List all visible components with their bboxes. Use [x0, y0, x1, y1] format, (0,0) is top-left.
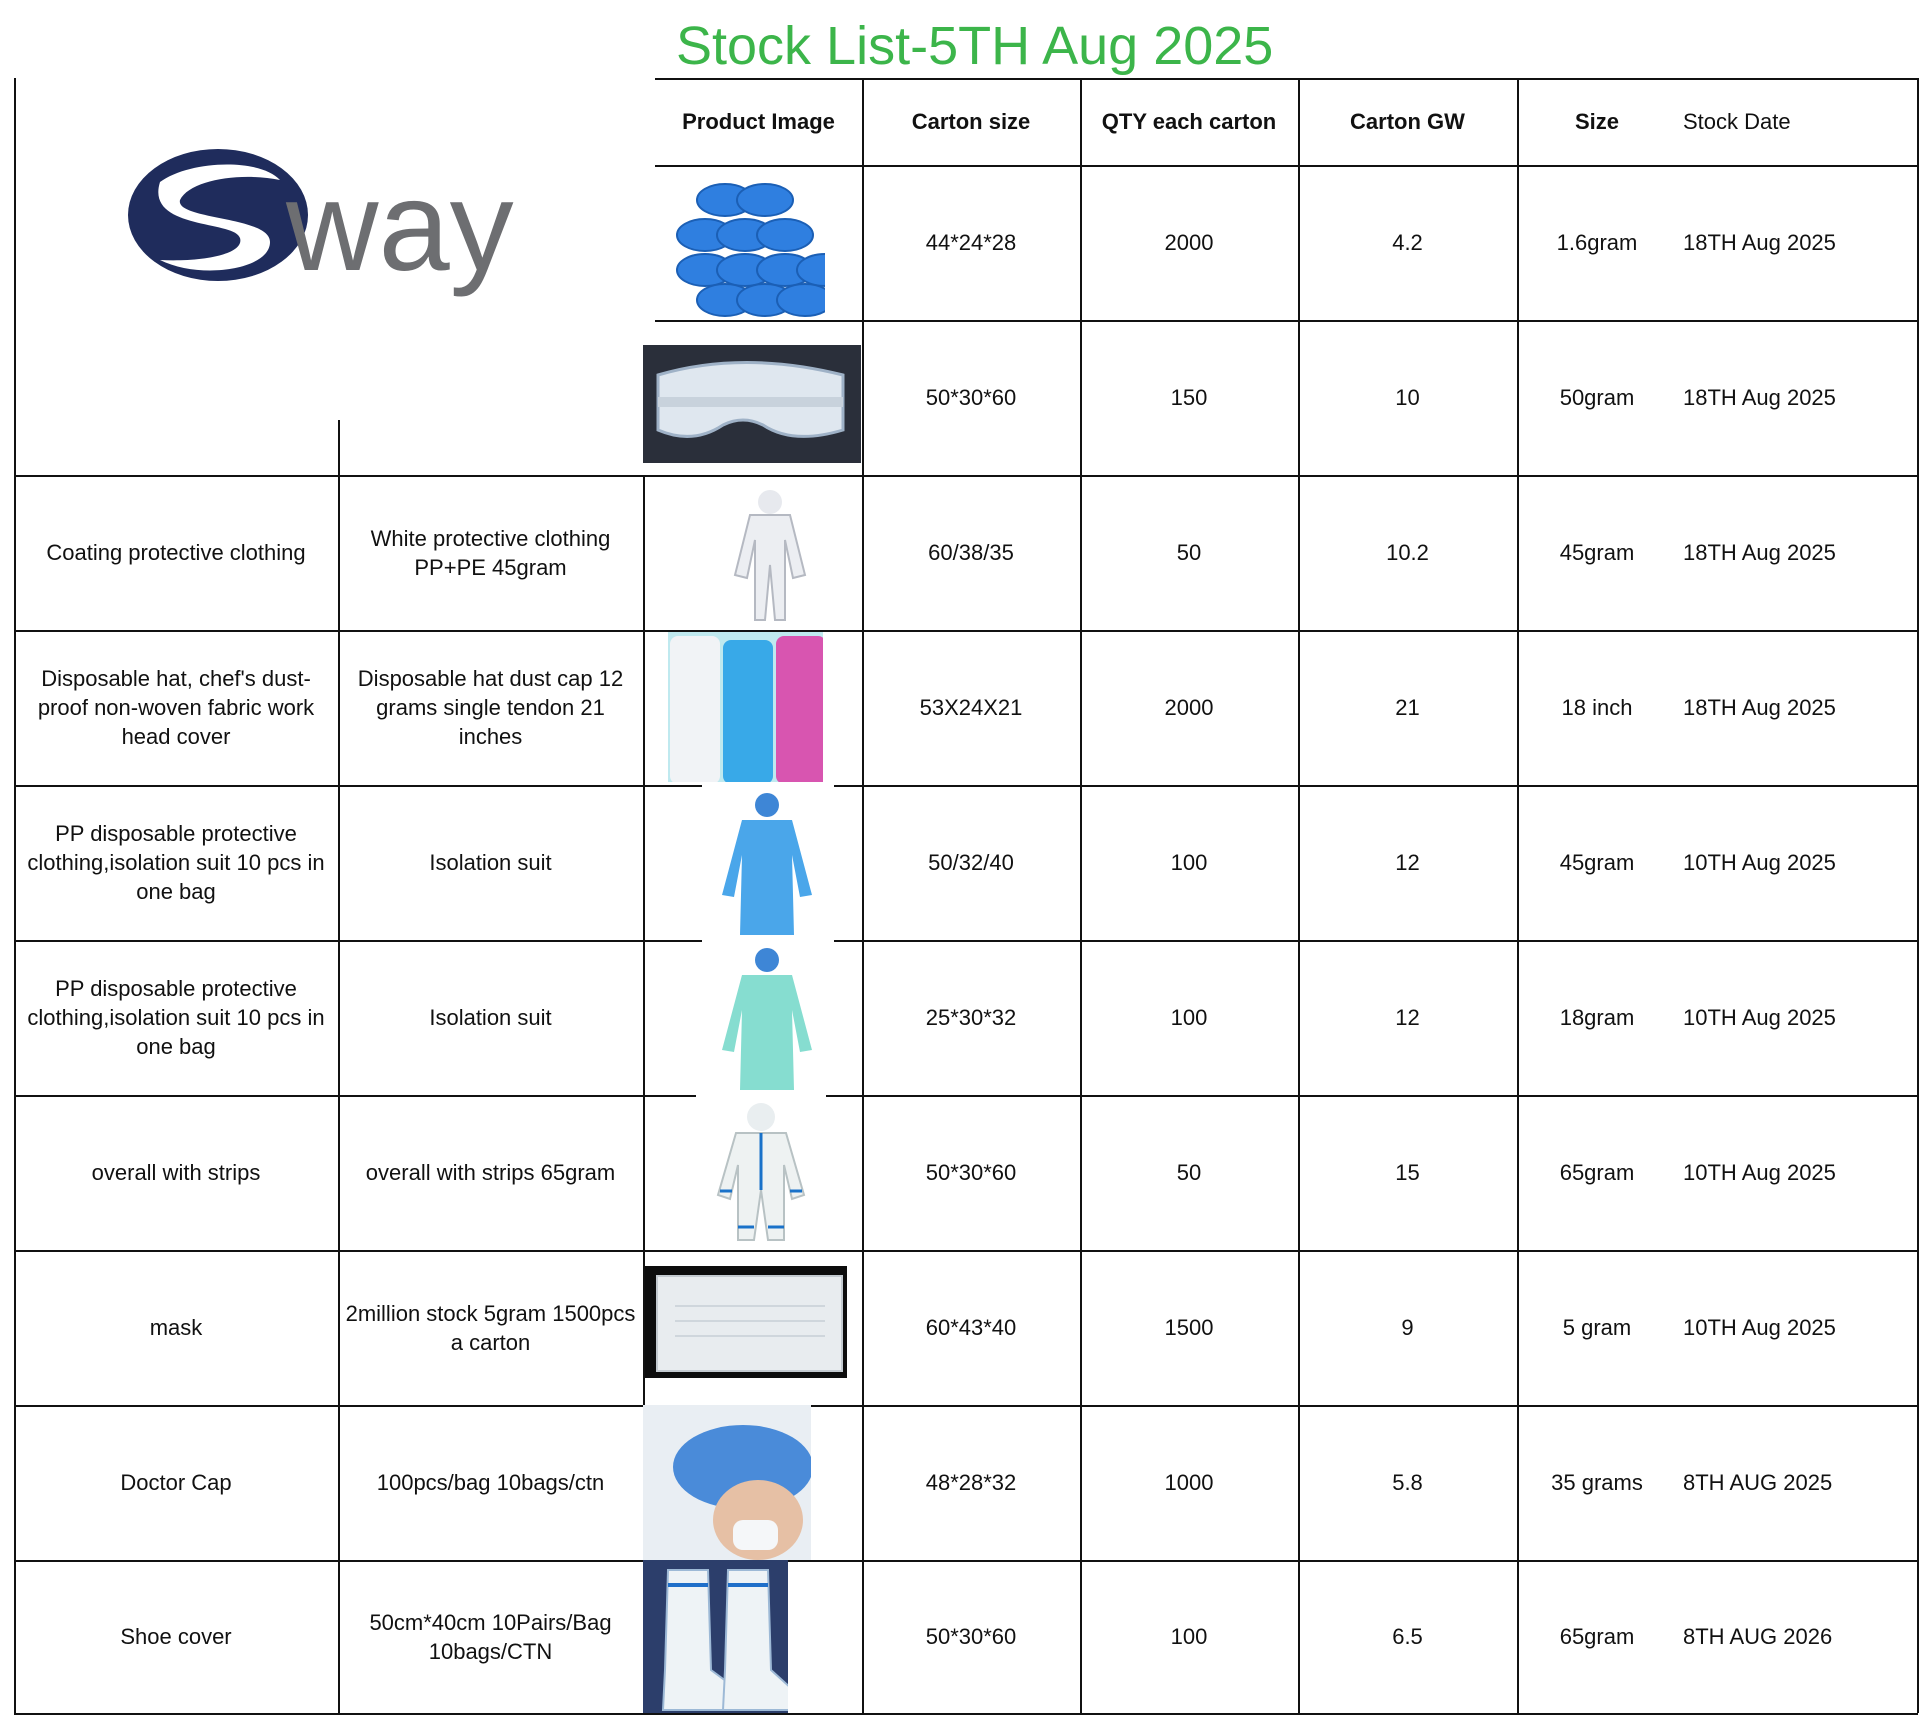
stock-date: 18TH Aug 2025 [1683, 695, 1836, 720]
carton-size: 50*30*60 [925, 1160, 1017, 1185]
header-carton-size: Carton size [911, 109, 1031, 134]
size: 18 inch [1561, 695, 1633, 720]
carton-gw: 15 [1395, 1160, 1420, 1185]
carton-size: 60/38/35 [928, 540, 1014, 565]
header-carton-gw: Carton GW [1350, 109, 1465, 134]
size: 5 gram [1562, 1315, 1632, 1340]
qty-each-carton: 2000 [1164, 230, 1214, 255]
product-image-doctor-cap [643, 1405, 811, 1560]
qty-each-carton: 150 [1170, 385, 1208, 410]
product-description: Isolation suit [429, 850, 552, 875]
carton-size: 48*28*32 [925, 1470, 1017, 1495]
product-image-green-isolation-gown [702, 940, 834, 1090]
product-image-safety-goggles [643, 345, 861, 463]
carton-gw: 10.2 [1386, 540, 1429, 565]
product-name: Doctor Cap [120, 1470, 232, 1495]
logo-text: way [286, 155, 514, 298]
product-description: 2million stock 5gram 1500pcs a carton [345, 1300, 636, 1355]
qty-each-carton: 50 [1176, 540, 1202, 565]
carton-size: 50/32/40 [928, 850, 1014, 875]
carton-gw: 12 [1395, 850, 1420, 875]
qty-each-carton: 1000 [1164, 1470, 1214, 1495]
size: 50gram [1559, 385, 1635, 410]
stock-date: 8TH AUG 2026 [1683, 1624, 1833, 1649]
product-name: Shoe cover [120, 1624, 232, 1649]
product-image-white-coverall [705, 480, 835, 630]
header-size: Size [1574, 109, 1620, 134]
product-description: overall with strips 65gram [365, 1160, 616, 1185]
product-description: Disposable hat dust cap 12 grams single tendon 21 inches [357, 666, 624, 749]
product-description: Isolation suit [429, 1005, 552, 1030]
size: 45gram [1559, 850, 1635, 875]
carton-size: 53X24X21 [919, 695, 1023, 720]
qty-each-carton: 1500 [1164, 1315, 1214, 1340]
qty-each-carton: 100 [1170, 1005, 1208, 1030]
carton-gw: 5.8 [1392, 1470, 1423, 1495]
qty-each-carton: 2000 [1164, 695, 1214, 720]
header-stock-date: Stock Date [1683, 109, 1791, 134]
qty-each-carton: 50 [1176, 1160, 1202, 1185]
stock-date: 10TH Aug 2025 [1683, 1315, 1836, 1340]
product-name: Disposable hat, chef's dust-proof non-woven fabric work head cover [37, 666, 315, 749]
product-image-overall-with-strips [696, 1095, 826, 1247]
product-image-blue-shoe-covers [660, 168, 825, 318]
size: 1.6gram [1556, 230, 1638, 255]
product-name: PP disposable protective clothing,isolation suit 10 pcs in one bag [27, 821, 325, 904]
product-image-mask-pack [645, 1266, 847, 1378]
page-title: Stock List-5TH Aug 2025 [676, 16, 1274, 76]
stock-date: 10TH Aug 2025 [1683, 1005, 1836, 1030]
qty-each-carton: 100 [1170, 1624, 1208, 1649]
size: 45gram [1559, 540, 1635, 565]
product-name: overall with strips [91, 1160, 261, 1185]
carton-gw: 10 [1395, 385, 1420, 410]
carton-size: 50*30*60 [925, 385, 1017, 410]
carton-size: 60*43*40 [925, 1315, 1017, 1340]
stock-date: 18TH Aug 2025 [1683, 385, 1836, 410]
qty-each-carton: 100 [1170, 850, 1208, 875]
carton-gw: 6.5 [1392, 1624, 1423, 1649]
sway-logo [120, 120, 540, 310]
carton-gw: 12 [1395, 1005, 1420, 1030]
stock-date: 10TH Aug 2025 [1683, 1160, 1836, 1185]
carton-gw: 21 [1395, 695, 1420, 720]
product-image-bouffant-caps [668, 632, 823, 782]
product-image-boot-covers [643, 1560, 788, 1713]
size: 65gram [1559, 1160, 1635, 1185]
size: 18gram [1559, 1005, 1635, 1030]
size: 35 grams [1551, 1470, 1643, 1495]
carton-size: 25*30*32 [925, 1005, 1017, 1030]
carton-gw: 4.2 [1392, 230, 1423, 255]
stock-date: 8TH AUG 2025 [1683, 1470, 1833, 1495]
product-description: 100pcs/bag 10bags/ctn [376, 1470, 605, 1495]
header-product-image: Product Image [682, 109, 835, 134]
product-name: PP disposable protective clothing,isolation suit 10 pcs in one bag [27, 976, 325, 1059]
stock-date: 18TH Aug 2025 [1683, 230, 1836, 255]
carton-size: 50*30*60 [925, 1624, 1017, 1649]
size: 65gram [1559, 1624, 1635, 1649]
product-name: Coating protective clothing [46, 540, 306, 565]
carton-size: 44*24*28 [925, 230, 1017, 255]
stock-date: 18TH Aug 2025 [1683, 540, 1836, 565]
stock-date: 10TH Aug 2025 [1683, 850, 1836, 875]
header-qty: QTY each carton [1101, 109, 1277, 134]
product-image-blue-isolation-gown [702, 785, 834, 940]
carton-gw: 9 [1401, 1315, 1414, 1340]
product-description: 50cm*40cm 10Pairs/Bag 10bags/CTN [369, 1609, 612, 1664]
product-name: mask [149, 1315, 203, 1340]
product-description: White protective clothing PP+PE 45gram [370, 525, 611, 580]
